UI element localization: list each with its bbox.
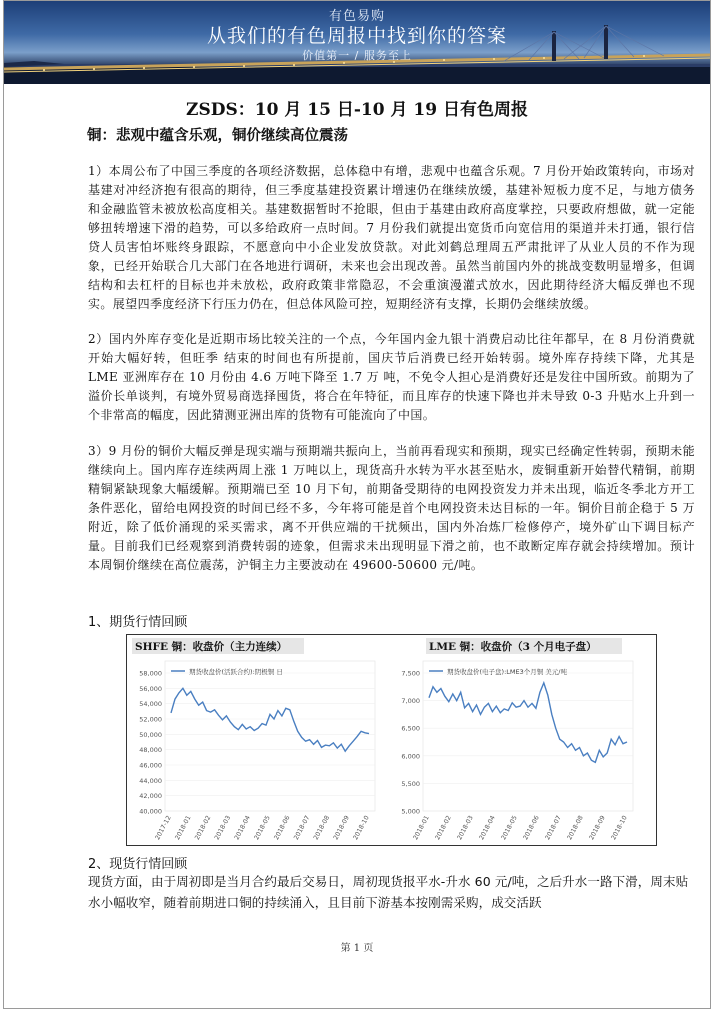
y-tick-label: 54,000 bbox=[139, 700, 162, 709]
page-number: 第 1 页 bbox=[340, 943, 374, 954]
plot-area bbox=[423, 661, 633, 811]
x-tick-label: 2018-08 bbox=[566, 814, 585, 842]
x-tick-label: 2018-07 bbox=[544, 814, 563, 842]
y-tick-label: 42,000 bbox=[139, 792, 162, 801]
x-tick-label: 2018-02 bbox=[193, 814, 213, 842]
report-title: ZSDS：10 月 15 日-10 月 19 日有色周报 bbox=[186, 100, 528, 120]
brand-name: 有色易购 bbox=[328, 9, 385, 24]
x-tick-label: 2018-01 bbox=[174, 814, 193, 842]
x-tick-label: 2018-01 bbox=[412, 814, 431, 842]
section-spot-review: 2、现货行情回顾 bbox=[88, 857, 188, 872]
spot-market-text: 现货方面，由于周初即是当月合约最后交易日，周初现货报平水-升水 60 元/吨，之后升水一路下滑，周末贴水小幅收窄，随着前期进口铜的持续涌入，且目前下游基本按刚需采购，成交活跃 bbox=[88, 874, 689, 910]
y-tick-label: 50,000 bbox=[139, 730, 162, 739]
x-tick-label: 2018-03 bbox=[213, 814, 233, 842]
x-tick-label: 2018-10 bbox=[610, 814, 629, 842]
x-tick-label: 2018-05 bbox=[500, 814, 519, 842]
price-charts-svg bbox=[127, 635, 656, 845]
x-tick-label: 2018-06 bbox=[273, 814, 292, 842]
y-tick-label: 40,000 bbox=[139, 807, 162, 816]
x-tick-label: 2017-12 bbox=[154, 814, 173, 842]
x-tick-label: 2018-08 bbox=[312, 814, 332, 842]
paragraph-outlook: 3）9 月份的铜价大幅反弹是现实端与预期端共振向上，当前再看现实和预期，现实已经确定性转弱，预期未能继续向上。国内库存连续两周上涨 1 万吨以上，现货高升水转为平水甚至贴水，废铜重新开始替代精铜，前期精铜紧缺现象大幅缓解。预期端已至 10 月下旬，前期备受期待的电网投资发力并未出现，临近冬季北方开工条件恶化，留给电网投资的时间已经不多，今年将可能是首个电网投资未达目标的一年。铜价目前企稳于 5 万附近，除了低价涌现的采买需求，离不开供应端的干扰频出，国内外冶炼厂检修停产，境外矿山下调目标产量。目前我们已经观察到消费转弱的迹象，但需求未出现明显下滑之前，也不敢断定库存就会持续增加。预计本周铜价继续在高位震荡，沪铜主力主要波动在 49600-50600 元/吨。 bbox=[88, 444, 695, 572]
legend-label: 期货收盘价(电子盘):LME3个月铜 美元/吨 bbox=[447, 668, 567, 676]
paragraph-macro: 1）本周公布了中国三季度的各项经济数据，总体稳中有增，悲观中也蕴含乐观。7 月份开始政策转向，市场对基建对冲经济抱有很高的期待，但三季度基建投资累计增速仍在继续放缓，基建补短板力度不足，与地方债务和金融监管未被放松高度相关。基建数据暂时不抢眼，但由于基建由政府高度掌控，只要政府想做，就一定能够扭转增速下滑的趋势，可以多给政府一点时间。7 月份我们就提出宽货币向宽信用的渠道并未打通，银行信贷人员害怕坏账终身跟踪，不愿意向中小企业发放贷款。对此刘鹤总理周五严肃批评了从业人员的不作为现象，已经开始联合几大部门在各地进行调研，未来也会出现改善。虽然当前国内外的挑战变数明显增多，但调结构和去杠杆的目标也并未放松，政府政策非常隐忍，不会重演漫灌式放水，因此期待经济大幅反弹也不现实。展望四季度经济下行压力仍在，但总体风险可控，短期经济有支撑，长期仍会继续放缓。 bbox=[88, 164, 695, 311]
price-charts-figure bbox=[126, 634, 657, 846]
document-page bbox=[3, 0, 711, 1009]
y-tick-label: 6,000 bbox=[401, 752, 420, 761]
x-tick-label: 2018-04 bbox=[233, 814, 252, 842]
paragraph-inventory: 2）国内外库存变化是近期市场比较关注的一个点，今年国内金九银十消费启动比往年都早，在 8 月份消费就开始大幅好转，但旺季 结束的时间也有所提前，国庆节后消费已经开始转弱。境外库存持续下降，尤其是 LME 亚洲库存在 10 月份由 4.6 万吨下降至 1.7 万 吨，不免令人担心是消费好还是发往中国所致。前期为了溢价长单谈判，有境外贸易商选择囤货，将合在年特征，而且库存的快速下降也并未导致 0-3 升贴水上升到一个非常高的幅度，因此猜测亚洲出库的货物有可能流向了中国。 bbox=[88, 332, 695, 422]
section-futures-review: 1、期货行情回顾 bbox=[88, 615, 188, 630]
header-banner bbox=[4, 1, 710, 84]
plot-area bbox=[165, 661, 375, 811]
banner-motto: 价值第一 / 服务至上 bbox=[302, 49, 412, 62]
chart-title: LME 铜：收盘价（3 个月电子盘） bbox=[429, 641, 597, 653]
x-tick-label: 2018-02 bbox=[434, 814, 453, 842]
y-tick-label: 52,000 bbox=[139, 715, 162, 724]
x-tick-label: 2018-10 bbox=[352, 814, 371, 842]
chart-title: SHFE 铜：收盘价（主力连续） bbox=[135, 641, 288, 653]
x-tick-label: 2018-04 bbox=[478, 814, 497, 842]
x-tick-label: 2018-06 bbox=[522, 814, 541, 842]
y-tick-label: 7,000 bbox=[401, 697, 420, 706]
report-subtitle: 铜：悲观中蕴含乐观，铜价继续高位震荡 bbox=[87, 127, 348, 144]
y-tick-label: 46,000 bbox=[139, 761, 162, 770]
x-tick-label: 2018-09 bbox=[588, 814, 607, 842]
banner-slogan: 从我们的有色周报中找到你的答案 bbox=[206, 25, 507, 47]
x-tick-label: 2018-05 bbox=[253, 814, 272, 842]
y-tick-label: 58,000 bbox=[139, 669, 162, 678]
x-tick-label: 2018-03 bbox=[456, 814, 475, 842]
y-tick-label: 56,000 bbox=[139, 684, 162, 693]
y-tick-label: 48,000 bbox=[139, 746, 162, 755]
y-tick-label: 5,000 bbox=[401, 807, 420, 816]
legend-label: 期货收盘价(活跃合约):阴极铜 日 bbox=[189, 668, 283, 676]
y-tick-label: 7,500 bbox=[401, 669, 420, 678]
y-tick-label: 44,000 bbox=[139, 776, 162, 785]
y-tick-label: 6,500 bbox=[401, 724, 420, 733]
y-tick-label: 5,500 bbox=[401, 779, 420, 788]
x-tick-label: 2018-07 bbox=[292, 814, 312, 842]
x-tick-label: 2018-09 bbox=[332, 814, 351, 842]
